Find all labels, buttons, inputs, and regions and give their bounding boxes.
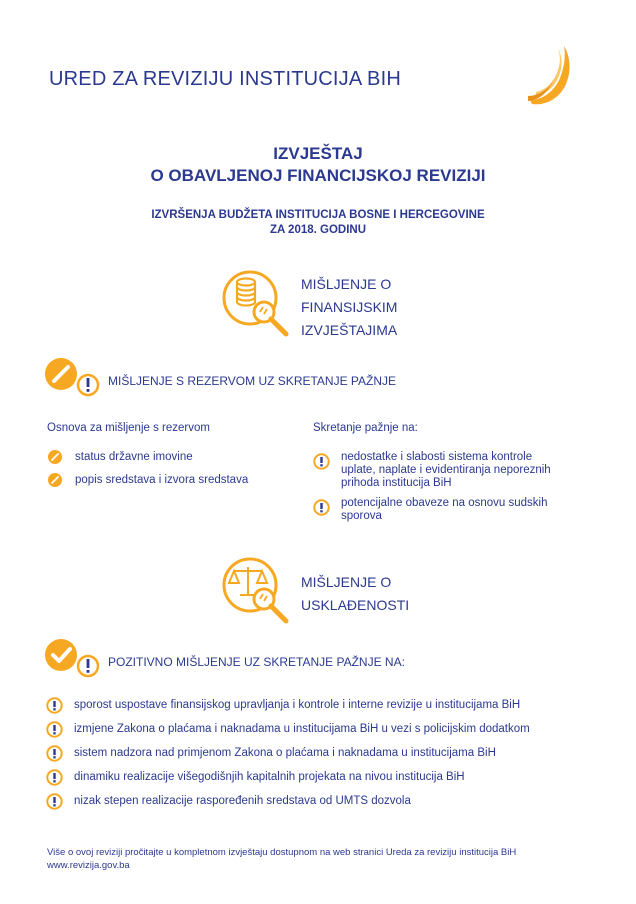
organization-title: URED ZA REVIZIJU INSTITUCIJA BIH: [49, 68, 401, 90]
report-subtitle-line2: ZA 2018. GODINU: [269, 224, 367, 236]
compliance-item-text: sistem nadzora nad primjenom Zakona o plaćama i naknadama u institucijama BiH: [74, 747, 496, 759]
compliance-item-text: sporost uspostave finansijskog upravljanja i kontrole i interne revizije u institucijama BiH: [74, 699, 521, 711]
basis-heading: Osnova za mišljenje s rezervom: [47, 422, 210, 434]
compliance-opinion-verdict: POZITIVNO MIŠLJENJE UZ SKRETANJE PAŽNJE NA:: [108, 655, 405, 669]
compliance-item-text: nizak stepen realizacije raspoređenih sredstava od UMTS dozvola: [74, 795, 411, 807]
report-title-line2: O OBAVLJENOJ FINANCIJSKOJ REVIZIJI: [150, 166, 486, 185]
exclamation-bullet-icon: [46, 793, 63, 810]
exclamation-bullet-icon: [46, 721, 63, 738]
exclamation-bullet-icon: [313, 499, 330, 516]
pencil-bullet-icon: [48, 450, 62, 464]
checkmark-exclamation-icon: [44, 638, 100, 680]
coins-magnifier-icon: [220, 268, 294, 342]
report-title-line1: IZVJEŠTAJ: [273, 144, 363, 163]
compliance-item-text: dinamiku realizacije višegodišnjih kapitalnih projekata na nivou institucija BiH: [74, 771, 465, 783]
emphasis-item: nedostatke i slabosti sistema kontrole uplate, naplate i evidentiranja neporeznih prihoda institucija BiH: [341, 451, 551, 489]
exclamation-bullet-icon: [46, 697, 63, 714]
exclamation-bullet-icon: [313, 453, 330, 470]
exclamation-bullet-icon: [46, 745, 63, 762]
basis-item: status državne imovine: [75, 451, 193, 463]
financial-opinion-verdict: MIŠLJENJE S REZERVOM UZ SKRETANJE PAŽNJE: [108, 374, 397, 388]
pencil-bullet-icon: [48, 473, 62, 487]
report-subtitle-line1: IZVRŠENJA BUDŽETA INSTITUCIJA BOSNE I HERCEGOVINE: [151, 209, 485, 221]
compliance-item-text: izmjene Zakona o plaćama i naknadama u institucijama BiH u vezi s policijskim dodatkom: [74, 723, 530, 735]
emphasis-heading: Skretanje pažnje na:: [313, 422, 418, 434]
footer-note: Više o ovoj reviziji pročitajte u kompletnom izvještaju dostupnom na web stranici Ureda za reviziju institucija BiH: [47, 847, 517, 858]
basis-item: popis sredstava i izvora sredstava: [75, 474, 249, 486]
financial-opinion-heading: MIŠLJENJE O FINANSIJSKIM IZVJEŠTAJIMA: [301, 276, 398, 338]
emphasis-item: potencijalne obaveze na osnovu sudskih sporova: [341, 497, 548, 522]
pencil-exclamation-icon: [44, 357, 100, 399]
scales-magnifier-icon: [220, 555, 294, 629]
compliance-opinion-heading: MIŠLJENJE O USKLAĐENOSTI: [301, 574, 410, 613]
bird-wing-logo: [528, 44, 574, 110]
website-link[interactable]: www.revizija.gov.ba: [47, 860, 130, 871]
exclamation-bullet-icon: [46, 769, 63, 786]
